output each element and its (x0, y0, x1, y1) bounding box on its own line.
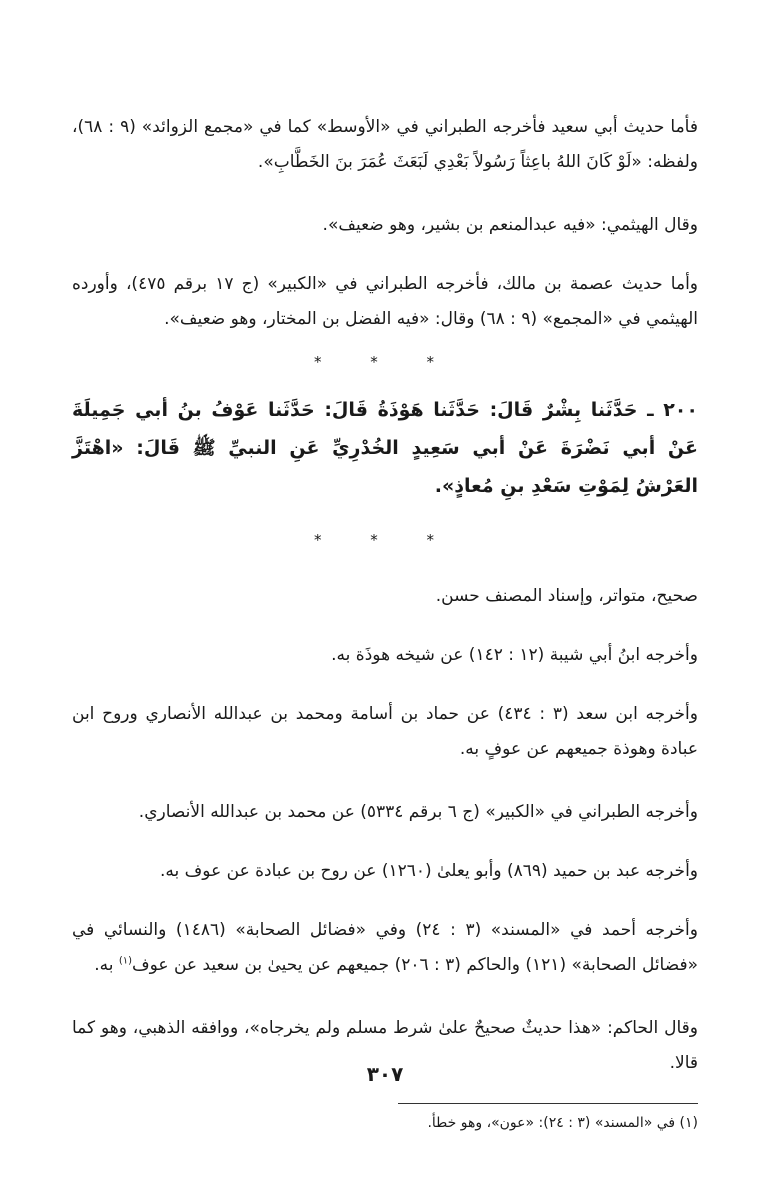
paragraph-hakim-grading: وقال الحاكم: «هذا حديثٌ صحيحٌ علىٰ شرط مسلم ولم يخرجاه»، ووافقه الذهبي، وهو كما قالا. (72, 1018, 698, 1073)
paragraph-ahmad-nasai-text: وأخرجه أحمد في «المسند» (٣ : ٢٤) وفي «فضائل الصحابة» (١٤٨٦) والنسائي في «فضائل الصحابة» (١٢١) والحاكم (٣ : ٢٠٦) جميعهم عن يحيىٰ بن سعيد عن عوف (72, 920, 698, 975)
paragraph-ahmad-nasai (72, 913, 698, 983)
page-body (72, 110, 698, 1134)
paragraph-ibn-abi-shaybah: وأخرجه ابنُ أبي شيبة (١٢ : ١٤٢) عن شيخه هوذَة به. (331, 645, 698, 665)
footnote-marker: (١) (118, 955, 133, 967)
footnote-1: (١) في «المسند» (٣ : ٢٤): «عون»، وهو خطأ. (427, 1115, 698, 1131)
footnote-divider (398, 1103, 698, 1104)
page-number: ٣٠٧ (366, 1062, 404, 1086)
paragraph-grading: صحيح، متواتر، وإسناد المصنف حسن. (435, 586, 698, 606)
paragraph-haythami-comment: وقال الهيثمي: «فيه عبدالمنعم بن بشير، وهو ضعيف». (322, 215, 698, 235)
paragraph-abu-said-hadith: فأما حديث أبي سعيد فأخرجه الطبراني في «الأوسط» كما في «مجمع الزوائد» (٩ : ٦٨)، ولفظه: «لَوْ كَانَ اللهُ باعِثاً رَسُولاً بَعْدِي لَبَعَثَ عُمَرَ بنَ الخَطَّابِ». (72, 117, 698, 172)
paragraph-ahmad-nasai-end: به. (94, 955, 119, 975)
section-separator: * * * (313, 353, 457, 371)
paragraph-ibn-saad: وأخرجه ابن سعد (٣ : ٤٣٤) عن حماد بن أسامة ومحمد بن عبدالله الأنصاري وروح ابن عبادة وهوذة جميعهم عن عوفٍ به. (72, 704, 698, 759)
paragraph-abd-bin-humayd: وأخرجه عبد بن حميد (٨٦٩) وأبو يعلىٰ (١٢٦٠) عن روح بن عبادة عن عوف به. (160, 861, 698, 881)
paragraph-isma-hadith: وأما حديث عصمة بن مالك، فأخرجه الطبراني في «الكبير» (ج ١٧ برقم ٤٧٥)، وأورده الهيثمي في «المجمع» (٩ : ٦٨) وقال: «فيه الفضل بن المختار، وهو ضعيف». (72, 274, 699, 329)
hadith-200-text: ٢٠٠ ـ حَدَّثَنا بِشْرٌ قَالَ: حَدَّثَنا هَوْذَةُ قَالَ: حَدَّثَنا عَوْفُ بنُ أبي جَمِيلَةَ عَنْ أبي نَضْرَةَ عَنْ أبي سَعِيدٍ الخُدْرِيِّ عَنِ النبيِّ ﷺ قَالَ: «اهْتَزَّ العَرْشُ لِمَوْتِ سَعْدِ بنِ مُعاذٍ». (72, 399, 698, 497)
section-separator: * * * (313, 531, 457, 549)
paragraph-tabarani: وأخرجه الطبراني في «الكبير» (ج ٦ برقم ٥٣٣٤) عن محمد بن عبدالله الأنصاري. (138, 802, 698, 822)
